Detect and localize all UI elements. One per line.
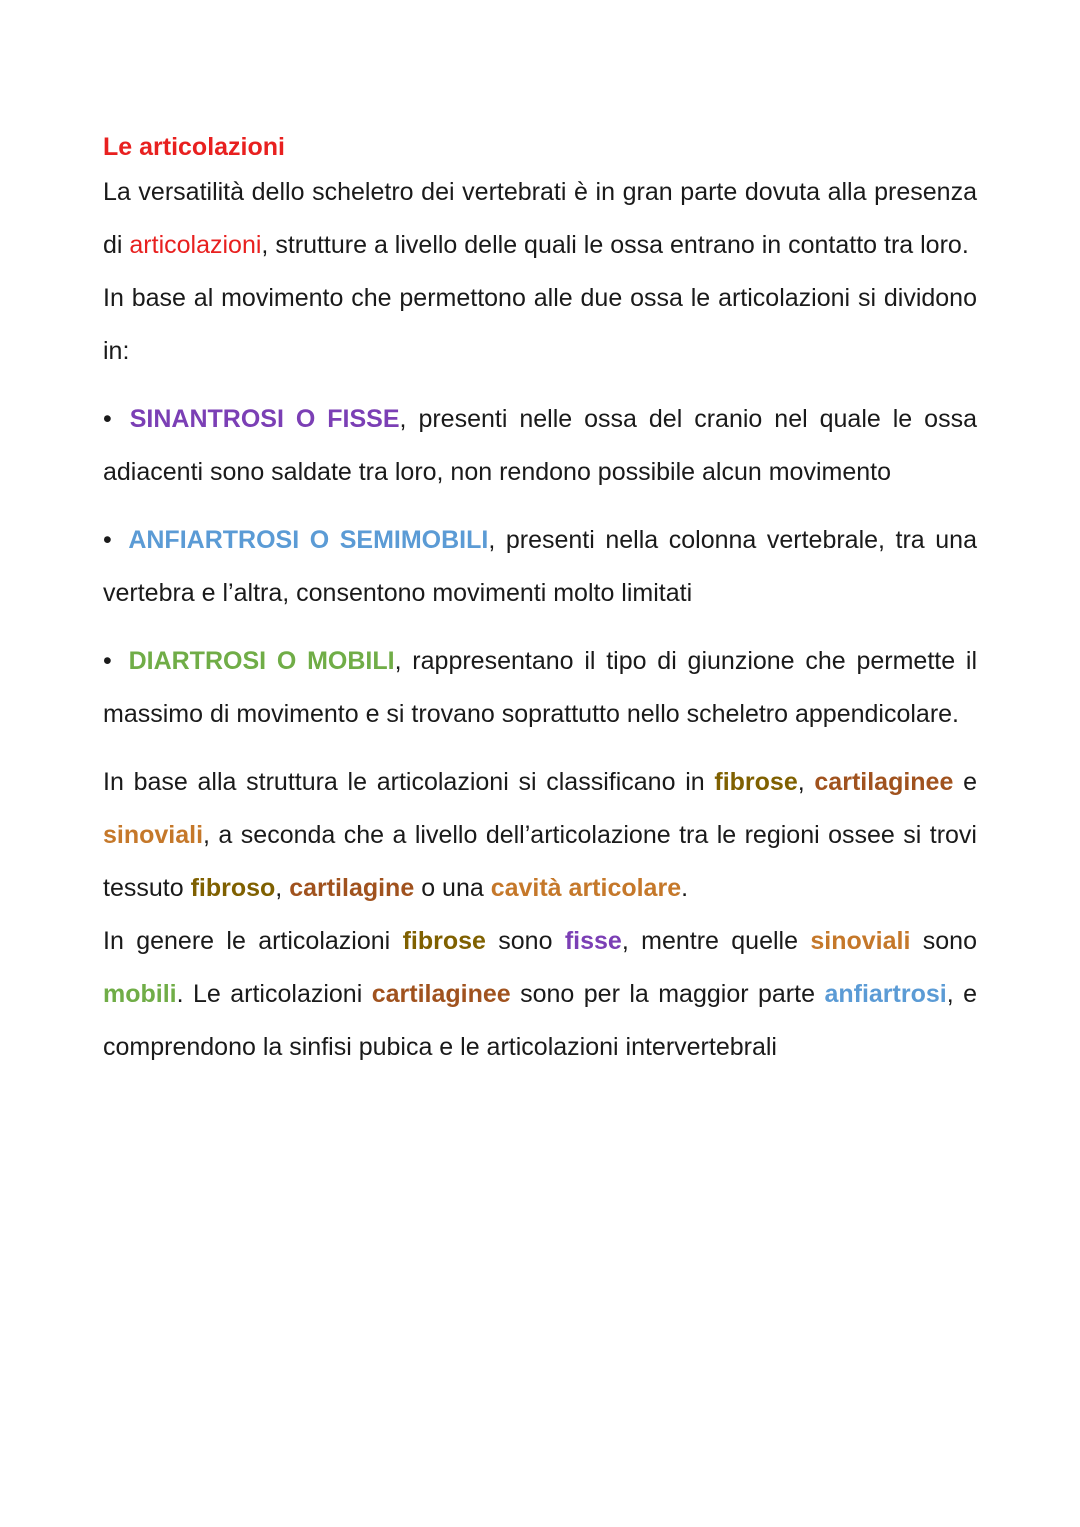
bullet-symbol: •	[103, 526, 112, 554]
anfiartrosi-text: , presenti nella colonna vertebrale, tra una vertebra e l’altra, consentono movimenti molto limitati	[103, 526, 977, 607]
summary-paragraph	[103, 915, 977, 1074]
bullet-diartrosi	[103, 635, 977, 741]
intro-paragraph	[103, 166, 977, 272]
summary-mobili: mobili	[103, 980, 177, 1008]
sinoviali-term: sinoviali	[103, 821, 204, 849]
sinantrosi-label: SINANTROSI O FISSE	[129, 405, 400, 433]
bullet-symbol: •	[103, 405, 112, 433]
summary-text-4: sono	[910, 927, 977, 955]
fibrose-term: fibrose	[714, 768, 798, 796]
structure-text-2: e	[953, 768, 977, 796]
summary-anfiartrosi: anfiartrosi	[824, 980, 947, 1008]
summary-fisse: fisse	[564, 927, 622, 955]
fibroso-term: fibroso	[190, 874, 276, 902]
diartrosi-text: , rappresentano il tipo di giunzione che permette il massimo di movimento e si trovano soprattutto nello scheletro appendicolare.	[103, 647, 978, 728]
cartilagine-term: cartilagine	[289, 874, 415, 902]
summary-text-2: sono	[485, 927, 565, 955]
summary-text-6: sono per la maggior parte	[510, 980, 825, 1008]
sinantrosi-text: , presenti nelle ossa del cranio nel quale le ossa adiacenti sono saldate tra loro, non rendono possibile alcun movimento	[103, 405, 977, 486]
structure-text-5: .	[681, 874, 689, 902]
bullet-symbol: •	[103, 647, 112, 675]
structure-paragraph	[103, 756, 977, 915]
anfiartrosi-label: ANFIARTROSI O SEMIMOBILI	[128, 526, 489, 554]
classification-intro: In base al movimento che permettono alle due ossa le articolazioni si dividono in:	[103, 284, 977, 365]
summary-text-5: . Le articolazioni	[176, 980, 372, 1008]
intro-text-b: , strutture a livello delle quali le ossa entrano in contatto tra loro.	[261, 231, 969, 259]
structure-text-3: , a seconda che a livello dell’articolazione tra le regioni ossee si trovi tessuto	[103, 821, 977, 902]
bullet-anfiartrosi	[103, 514, 977, 620]
spacer	[103, 378, 977, 393]
articolazioni-highlight: articolazioni	[129, 231, 262, 259]
diartrosi-label: DIARTROSI O MOBILI	[128, 647, 395, 675]
summary-text-7: , e comprendono la sinfisi pubica e le articolazioni intervertebrali	[103, 980, 977, 1061]
spacer	[103, 741, 977, 756]
page-title: Le articolazioni	[103, 133, 285, 161]
summary-cartilaginee: cartilaginee	[371, 980, 511, 1008]
cartilaginee-term: cartilaginee	[814, 768, 954, 796]
structure-comma-2: ,	[275, 874, 290, 902]
spacer	[103, 499, 977, 514]
structure-text-4: o una	[414, 874, 491, 902]
structure-comma-1: ,	[797, 768, 815, 796]
summary-text-1: In genere le articolazioni	[103, 927, 403, 955]
summary-text-3: , mentre quelle	[621, 927, 811, 955]
summary-sinoviali: sinoviali	[810, 927, 911, 955]
intro-text-a: La versatilità dello scheletro dei vertebrati è in gran parte dovuta alla presenza di	[103, 178, 977, 259]
document-page	[103, 128, 977, 1074]
summary-fibrose: fibrose	[402, 927, 486, 955]
structure-text-1: In base alla struttura le articolazioni si classificano in	[103, 768, 715, 796]
spacer	[103, 620, 977, 635]
cavita-term: cavità articolare	[490, 874, 682, 902]
bullet-sinantrosi	[103, 393, 977, 499]
